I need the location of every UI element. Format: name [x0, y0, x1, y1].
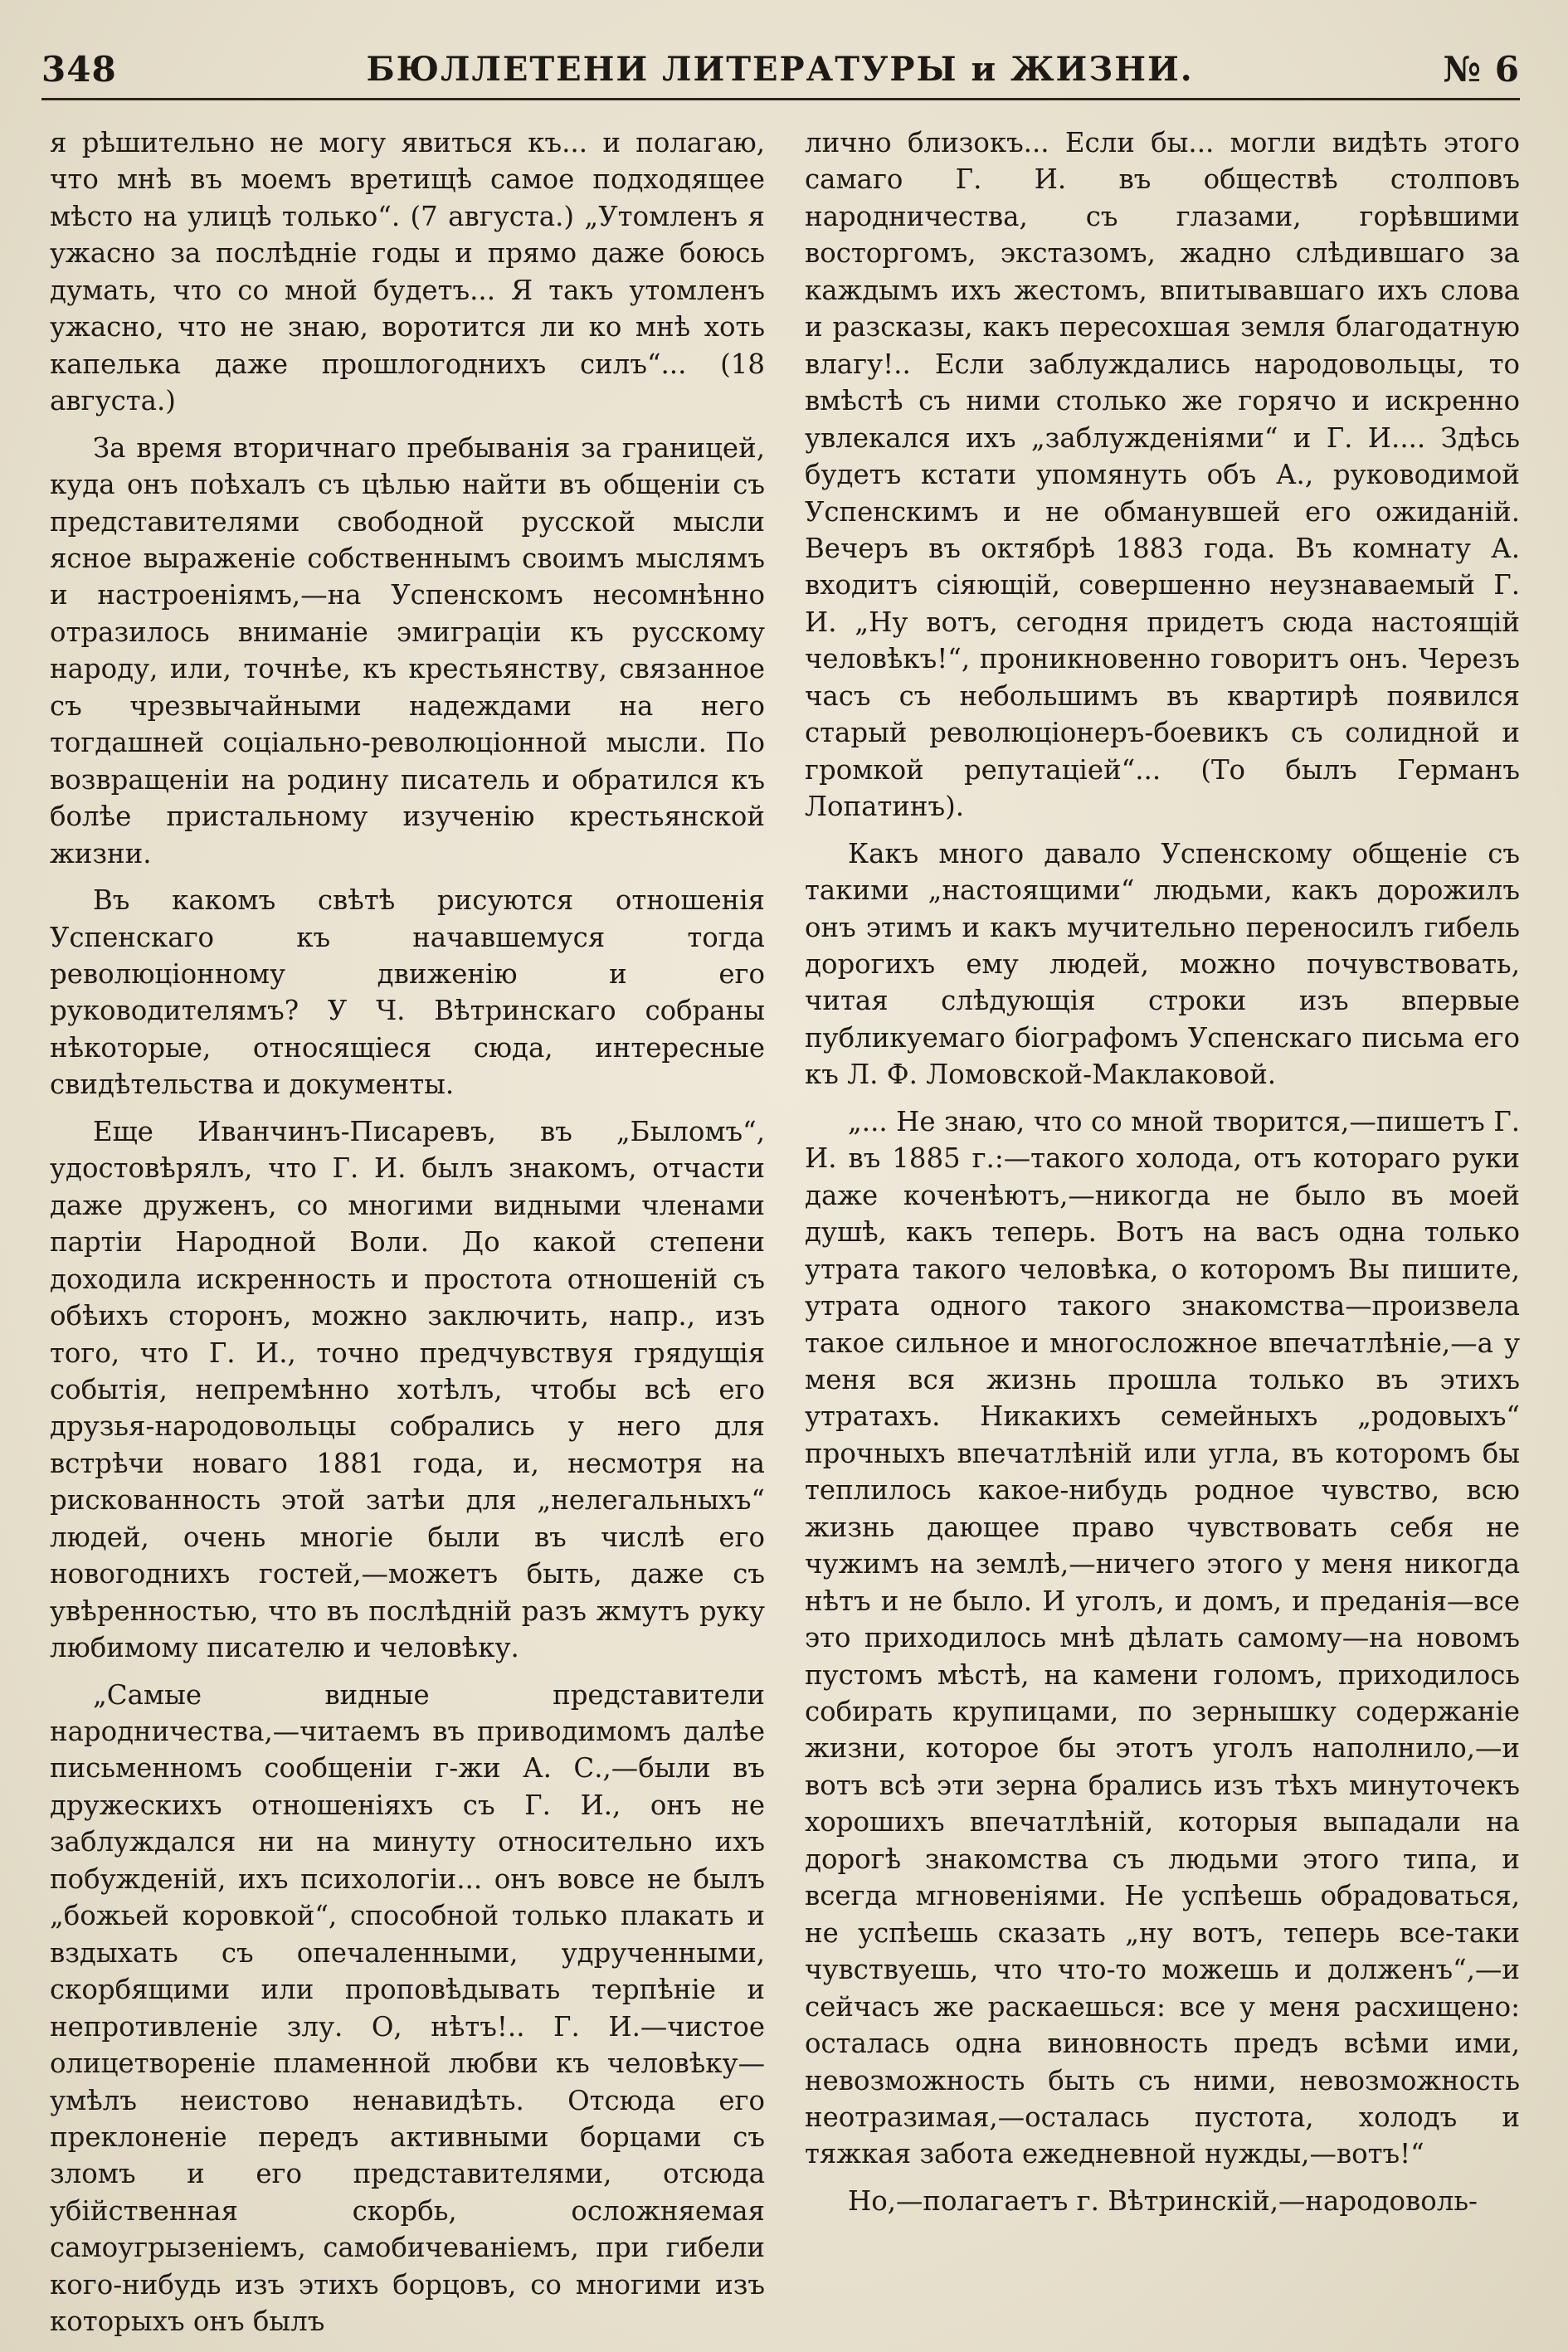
paragraph: За время вторичнаго пребыванія за границей, куда онъ поѣхалъ съ цѣлью найти въ общеніи съ представителями свободной русской мысли ясное выраженіе собственнымъ своимъ мыслямъ и настроеніямъ,—на Успенскомъ несомнѣнно отразилось вниманіе эмиграціи къ русскому народу, или, точнѣе, къ крестьянству, связанное съ чрезвычайными надеждами на него тогдашней соціально-революціонной мысли. По возвращеніи на родину писатель и обратился къ болѣе пристальному изученію крестьянской жизни.	[50, 431, 765, 869]
right-column	[805, 124, 1520, 2302]
text-columns	[50, 124, 1520, 2338]
paragraph: „... Не знаю, что со мной творится,—пишетъ Г. И. въ 1885 г.:—такого холода, отъ котораго руки даже коченѣютъ,—никогда не было въ моей душѣ, какъ теперь. Вотъ на васъ одна только утрата такого человѣка, о которомъ Вы пишите, утрата одного такого знакомства—произвела такое сильное и многосложное впечатлѣніе,—а у меня вся жизнь прошла только въ этихъ утратахъ. Никакихъ семейныхъ „родовыхъ“ прочныхъ впечатлѣній или угла, въ которомъ бы теплилось какое-нибудь родное чувство, всю жизнь дающее право чувствовать себя не чужимъ на землѣ,—ничего этого у меня никогда нѣтъ и не было. И уголъ, и домъ, и преданія—все это приходилось мнѣ дѣлать самому—на новомъ пустомъ мѣстѣ, на камени голомъ, приходилось собирать крупицами, по зернышку содержаніе жизни, которое бы этотъ уголъ наполнило,—и вотъ всѣ эти зерна брались изъ тѣхъ минуточекъ хорошихъ впечатлѣній, которыя выпадали на дорогѣ знакомства съ людьми этого типа, и всегда мгновеніями. Не успѣешь обрадоваться, не успѣешь сказать „ну вотъ, теперь все-таки чувствуешь, что что-то можешь и долженъ“,—и сейчасъ же раскаешься: все у меня расхищено: осталась одна виновность предъ всѣми ими, невозможность быть съ ними, невозможность неотразимая,—осталась пустота, холодъ и тяжкая забота ежедневной нужды,—вотъ!“	[805, 1105, 1520, 2170]
paragraph: Еще Иванчинъ-Писаревъ, въ „Быломъ“, удостовѣрялъ, что Г. И. былъ знакомъ, отчасти даже друженъ, со многими видными членами партіи Народной Воли. До какой степени доходила искренность и простота отношеній съ обѣихъ сторонъ, можно заключить, напр., изъ того, что Г. И., точно предчувствуя грядущія событія, непремѣнно хотѣлъ, чтобы всѣ его друзья-народовольцы собрались у него для встрѣчи новаго 1881 года, и, несмотря на рискованность этой затѣи для „нелегальныхъ“ людей, очень многіе были въ числѣ его новогоднихъ гостей,—можетъ быть, даже съ увѣренностью, что въ послѣдній разъ жмутъ руку любимому писателю и человѣку.	[50, 1115, 765, 1664]
paragraph: Въ какомъ свѣтѣ рисуются отношенія Успенскаго къ начавшемуся тогда революціонному движенію и его руководителямъ? У Ч. Вѣтринскаго собраны нѣкоторые, относящіеся сюда, интересные свидѣтельства и документы.	[50, 884, 765, 1101]
page-number: 348	[41, 48, 117, 90]
paragraph: я рѣшительно не могу явиться къ... и полагаю, что мнѣ въ моемъ вретищѣ самое подходящее мѣсто на улицѣ только“. (7 августа.) „Утомленъ я ужасно за послѣдніе годы и прямо даже боюсь думать, что со мной будетъ... Я такъ утомленъ ужасно, что не знаю, воротится ли ко мнѣ хоть капелька даже прошлогоднихъ силъ“... (18 августа.)	[50, 127, 765, 417]
page-header	[41, 40, 1520, 100]
left-column	[50, 124, 765, 2338]
paragraph: „Самые видные представители народничества,—читаемъ въ приводимомъ далѣе письменномъ сообщеніи г-жи А. С.,—были въ дружескихъ отношеніяхъ съ Г. И., онъ не заблуждался ни на минуту относительно ихъ побужденій, ихъ психологіи... онъ вовсе не былъ „божьей коровкой“, способной только плакать и вздыхать съ опечаленными, удрученными, скорбящими или проповѣдывать терпѣніе и непротивленіе злу. О, нѣтъ!.. Г. И.—чистое олицетвореніе пламенной любви къ человѣку—умѣлъ неистово ненавидѣть. Отсюда его преклоненіе передъ активными борцами съ зломъ и его представителями, отсюда убійственная скорбь, осложняемая самоугрызеніемъ, самобичеваніемъ, при гибели кого-нибудь изъ этихъ борцовъ, со многими изъ которыхъ онъ былъ	[50, 1678, 765, 2338]
paragraph: Какъ много давало Успенскому общеніе съ такими „настоящими“ людьми, какъ дорожилъ онъ этимъ и какъ мучительно переносилъ гибель дорогихъ ему людей, можно почувствовать, читая слѣдующія строки изъ впервые публикуемаго біографомъ Успенскаго письма его къ Л. Ф. Ломовской-Маклаковой.	[805, 837, 1520, 1091]
issue-number: № 6	[1443, 48, 1520, 90]
paragraph: Но,—полагаетъ г. Вѣтринскій,—народоволь-	[848, 2184, 1478, 2217]
paragraph: лично близокъ... Если бы... могли видѣть этого самаго Г. И. въ обществѣ столповъ народничества, съ глазами, горѣвшими восторгомъ, экстазомъ, жадно слѣдившаго за каждымъ ихъ жестомъ, впитывавшаго ихъ слова и разсказы, какъ пересохшая земля благодатную влагу!.. Если заблуждались народовольцы, то вмѣстѣ съ ними столько же горячо и искренно увлекался ихъ „заблужденіями“ и Г. И.... Здѣсь будетъ кстати упомянуть объ А., руководимой Успенскимъ и не обманувшей его ожиданій. Вечеръ въ октябрѣ 1883 года. Въ комнату А. входитъ сіяющій, совершенно неузнаваемый Г. И. „Ну вотъ, сегодня придетъ сюда настоящій человѣкъ!“, проникновенно говоритъ онъ. Черезъ часъ съ небольшимъ въ квартирѣ появился старый революціонеръ-боевикъ съ солидной и громкой репутаціей“... (То былъ Германъ Лопатинъ).	[805, 127, 1520, 823]
running-title: БЮЛЛЕТЕНИ ЛИТЕРАТУРЫ и ЖИЗНИ.	[366, 49, 1194, 89]
